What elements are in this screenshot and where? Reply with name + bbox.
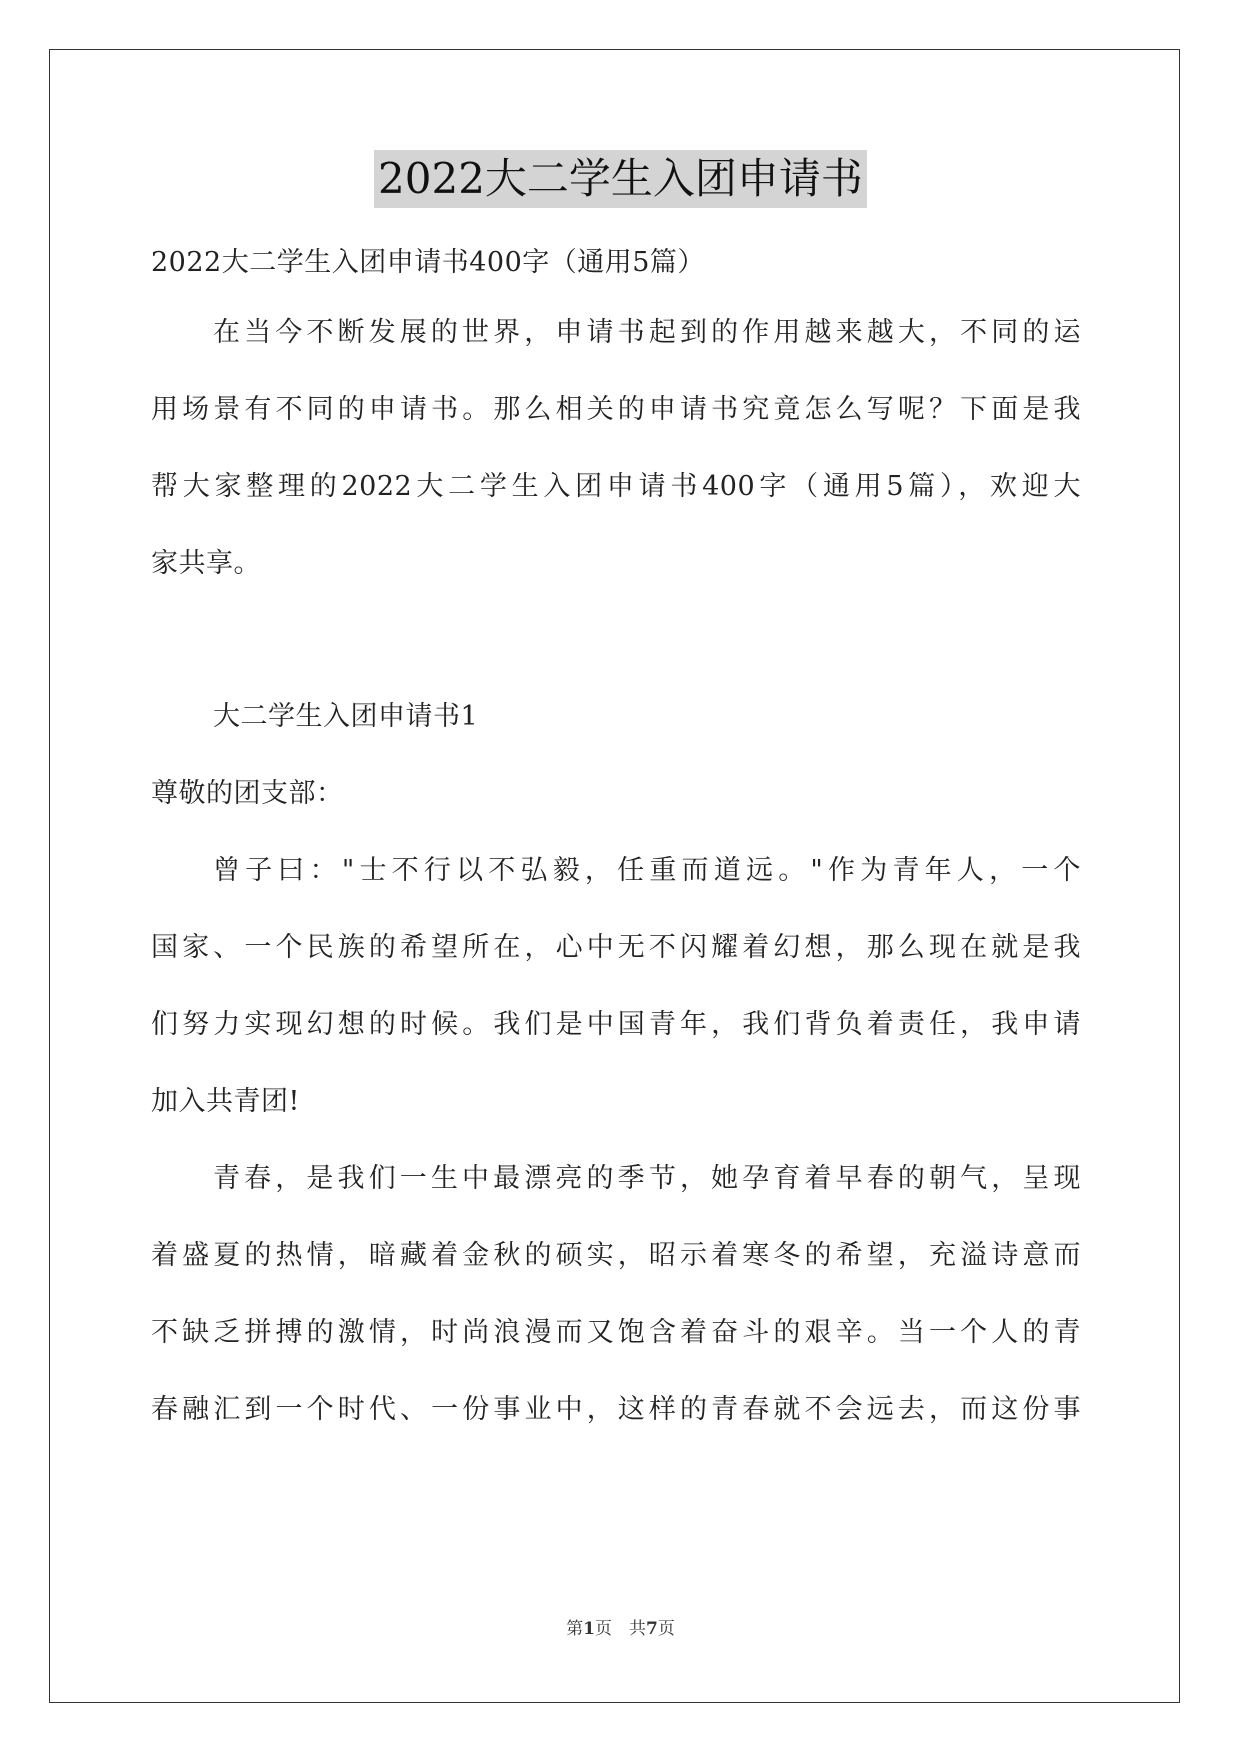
document-title: 2022大二学生入团申请书	[374, 150, 867, 208]
intro-line: 在当今不断发展的世界，申请书起到的作用越来越大，不同的运	[213, 317, 1081, 348]
intro-line: 帮大家整理的2022大二学生入团申请书400字（通用5篇），欢迎大	[151, 471, 1081, 502]
paragraph-line: 曾子曰："士不行以不弘毅，任重而道远。"作为青年人，一个	[213, 855, 1081, 886]
total-pages: 7	[646, 1619, 658, 1639]
title-container	[0, 150, 1241, 208]
paragraph-line: 青春，是我们一生中最漂亮的季节，她孕育着早春的朝气，呈现	[213, 1163, 1081, 1194]
salutation: 尊敬的团支部：	[151, 778, 344, 809]
section-heading: 大二学生入团申请书1	[213, 701, 479, 732]
intro-line: 家共享。	[151, 548, 261, 579]
footer-prefix: 第	[566, 1619, 584, 1639]
document-subtitle: 2022大二学生入团申请书400字（通用5篇）	[151, 247, 705, 278]
paragraph-line: 不缺乏拼搏的激情，时尚浪漫而又饱含着奋斗的艰辛。当一个人的青	[151, 1317, 1081, 1348]
paragraph-line: 们努力实现幻想的时候。我们是中国青年，我们背负着责任，我申请	[151, 1009, 1081, 1040]
paragraph-line: 着盛夏的热情，暗藏着金秋的硕实，昭示着寒冬的希望，充溢诗意而	[151, 1240, 1081, 1271]
page-footer	[0, 1614, 1241, 1639]
paragraph-line: 春融汇到一个时代、一份事业中，这样的青春就不会远去，而这份事	[151, 1394, 1081, 1425]
paragraph-line: 国家、一个民族的希望所在，心中无不闪耀着幻想，那么现在就是我	[151, 932, 1081, 963]
footer-suffix: 页	[657, 1619, 675, 1639]
paragraph-line: 加入共青团!	[151, 1086, 300, 1117]
footer-mid: 页 共	[595, 1619, 646, 1639]
page-number: 1	[583, 1619, 595, 1639]
intro-line: 用场景有不同的申请书。那么相关的申请书究竟怎么写呢？下面是我	[151, 394, 1081, 425]
